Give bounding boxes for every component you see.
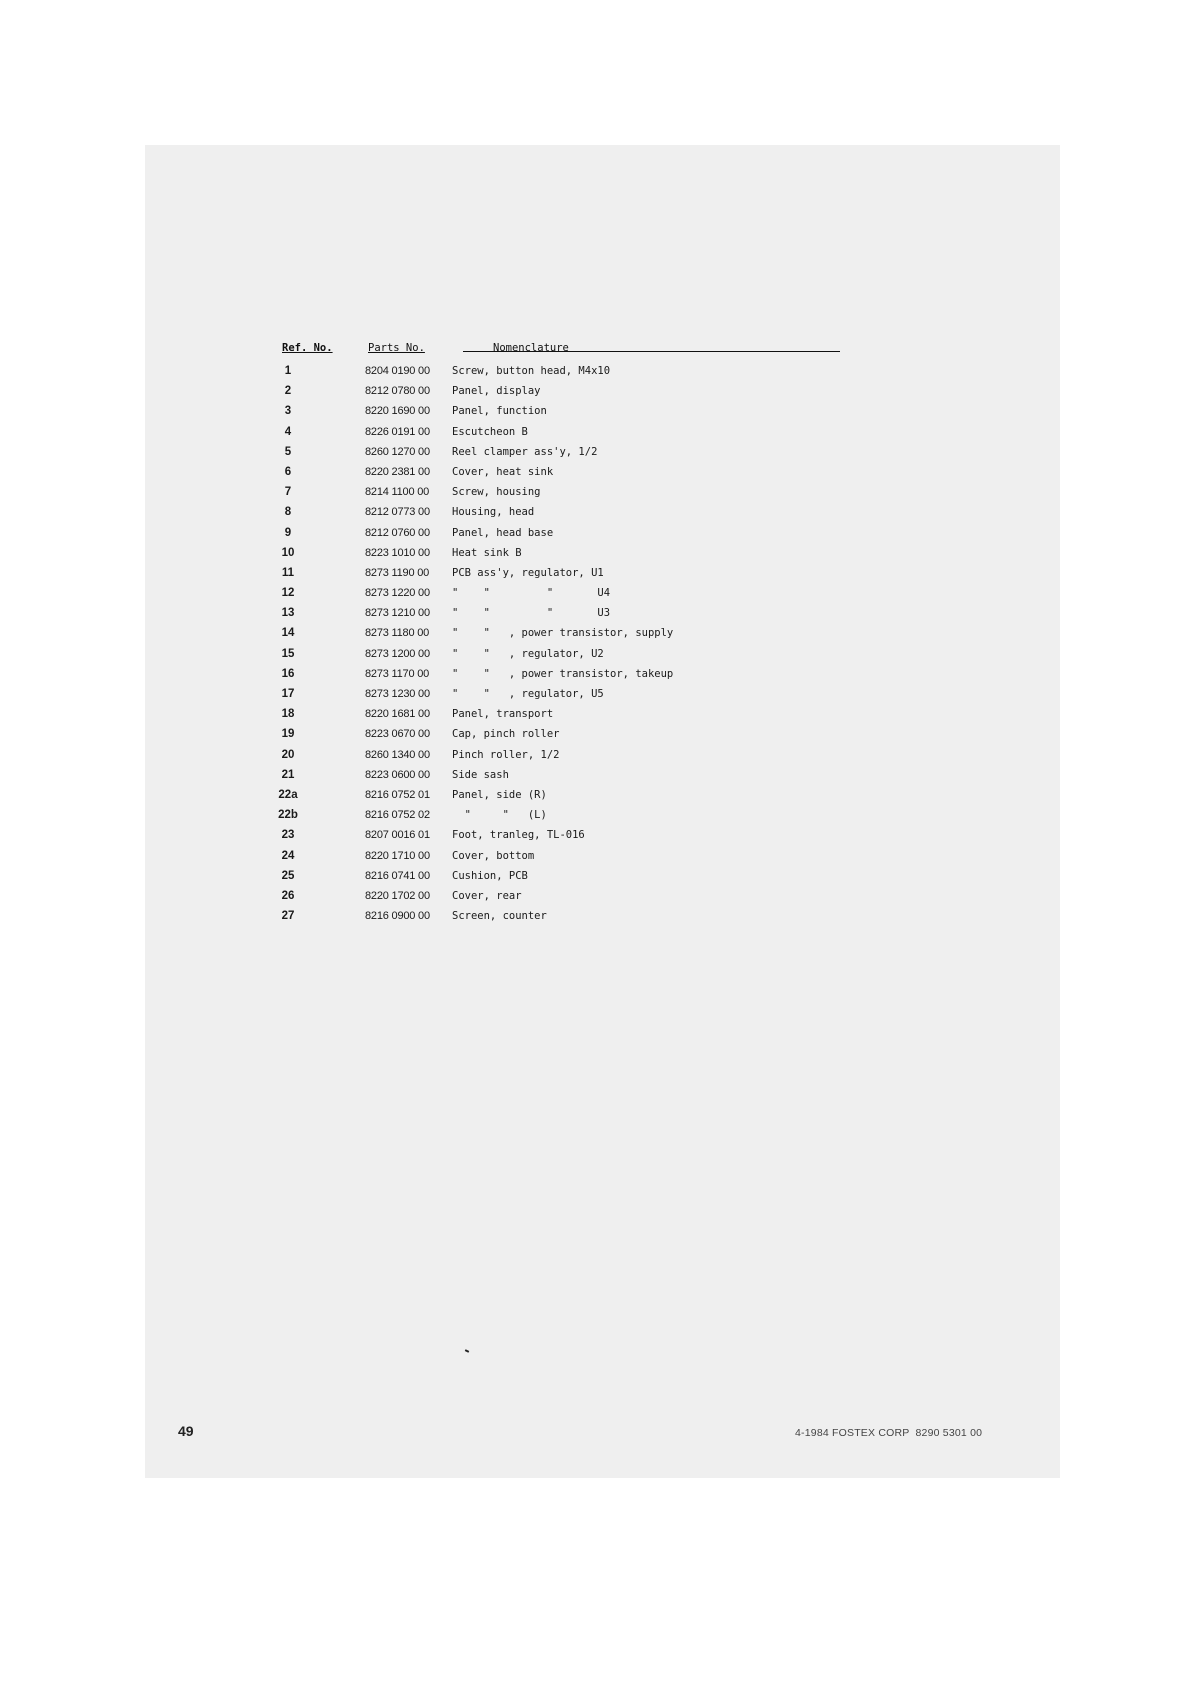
table-row [145, 644, 1060, 664]
nomenclature-cell: " " " U3 [452, 607, 611, 620]
nomenclature-cell: " " , regulator, U5 [452, 688, 604, 700]
ref-cell: 6 [284, 465, 292, 478]
part-no-cell: 8204 0190 00 [365, 365, 430, 377]
ref-cell: 27 [281, 910, 295, 923]
ref-cell: 19 [281, 728, 295, 741]
nomenclature-cell: Panel, side (R) [452, 788, 547, 801]
table-row [145, 745, 1060, 765]
nomenclature-cell: Heat sink B [452, 546, 522, 559]
header-parts-no: Parts No. [368, 342, 425, 354]
nomenclature-cell: Screw, housing [452, 486, 541, 499]
ref-cell: 22a [278, 788, 298, 801]
page-number: 49 [178, 1423, 194, 1439]
ref-cell: 26 [281, 889, 295, 902]
table-row [145, 422, 1060, 442]
parts-table [145, 361, 1060, 926]
part-no-cell: 8226 0191 00 [365, 425, 430, 438]
table-row [145, 482, 1060, 502]
part-no-cell: 8273 1180 00 [365, 627, 430, 640]
part-no-cell: 8216 0900 00 [365, 910, 430, 923]
part-no-cell: 8223 1010 00 [365, 546, 430, 559]
header-rule [463, 351, 840, 352]
ref-cell: 17 [281, 688, 295, 700]
ref-cell: 5 [284, 445, 292, 458]
part-no-cell: 8220 2381 00 [365, 465, 430, 478]
nomenclature-cell: " " (L) [452, 809, 547, 822]
ref-cell: 11 [281, 566, 295, 579]
part-no-cell: 8273 1220 00 [365, 587, 430, 600]
footer-imprint: 4-1984 FOSTEX CORP 8290 5301 00 [795, 1427, 983, 1439]
part-no-cell: 8216 0741 00 [365, 869, 430, 882]
table-row [145, 462, 1060, 482]
nomenclature-cell: Cover, rear [452, 889, 522, 902]
ref-cell: 9 [284, 526, 292, 539]
part-no-cell: 8223 0600 00 [365, 768, 430, 781]
nomenclature-cell: Reel clamper ass'y, 1/2 [452, 445, 598, 458]
nomenclature-cell: Escutcheon B [452, 425, 528, 438]
part-no-cell: 8216 0752 02 [365, 809, 430, 822]
stray-mark [465, 1349, 469, 1353]
nomenclature-cell: Cover, bottom [452, 849, 535, 862]
part-no-cell: 8273 1190 00 [365, 566, 430, 579]
ref-cell: 13 [281, 607, 295, 620]
part-no-cell: 8273 1200 00 [365, 647, 430, 660]
part-no-cell: 8207 0016 01 [365, 829, 430, 842]
header-ref-no: Ref. No. [282, 342, 333, 354]
nomenclature-cell: Pinch roller, 1/2 [452, 748, 560, 761]
nomenclature-cell: Panel, display [452, 385, 541, 398]
nomenclature-cell: Cushion, PCB [452, 869, 528, 882]
part-no-cell: 8212 0760 00 [365, 526, 430, 539]
table-row [145, 866, 1060, 886]
nomenclature-cell: Cover, heat sink [452, 465, 554, 478]
part-no-cell: 8220 1702 00 [365, 889, 430, 902]
document-page [145, 145, 1060, 1478]
nomenclature-cell: Panel, transport [452, 708, 554, 721]
table-row [145, 442, 1060, 462]
part-no-cell: 8273 1210 00 [365, 607, 430, 620]
ref-cell: 22b [278, 809, 298, 822]
table-row [145, 846, 1060, 866]
ref-cell: 20 [281, 748, 295, 761]
nomenclature-cell: Screen, counter [452, 910, 547, 923]
part-no-cell: 8260 1270 00 [365, 445, 430, 458]
part-no-cell: 8212 0773 00 [365, 506, 430, 519]
table-row [145, 603, 1060, 623]
ref-cell: 2 [284, 385, 292, 398]
part-no-cell: 8223 0670 00 [365, 728, 430, 741]
nomenclature-cell: Screw, button head, M4x10 [452, 365, 611, 377]
ref-cell: 10 [281, 546, 295, 559]
table-row [145, 805, 1060, 825]
nomenclature-cell: " " , power transistor, supply [452, 627, 674, 640]
part-no-cell: 8273 1230 00 [365, 688, 430, 700]
part-no-cell: 8220 1681 00 [365, 708, 430, 721]
part-no-cell: 8260 1340 00 [365, 748, 430, 761]
nomenclature-cell: Panel, head base [452, 526, 554, 539]
ref-cell: 25 [281, 869, 295, 882]
table-row [145, 785, 1060, 805]
table-row [145, 543, 1060, 563]
ref-cell: 15 [281, 647, 295, 660]
table-row [145, 886, 1060, 906]
ref-cell: 18 [281, 708, 295, 721]
nomenclature-cell: PCB ass'y, regulator, U1 [452, 566, 604, 579]
nomenclature-cell: " " , regulator, U2 [452, 647, 604, 660]
table-row [145, 563, 1060, 583]
part-no-cell: 8216 0752 01 [365, 788, 430, 801]
part-no-cell: 8273 1170 00 [365, 667, 430, 680]
ref-cell: 1 [284, 365, 292, 377]
ref-cell: 23 [281, 829, 295, 842]
ref-cell: 4 [284, 425, 292, 438]
ref-cell: 3 [284, 405, 292, 418]
table-row [145, 502, 1060, 522]
part-no-cell: 8220 1690 00 [365, 405, 430, 418]
ref-cell: 7 [284, 486, 292, 499]
nomenclature-cell: Foot, tranleg, TL-016 [452, 829, 585, 842]
table-row [145, 523, 1060, 543]
table-row [145, 684, 1060, 704]
table-row [145, 825, 1060, 845]
ref-cell: 14 [281, 627, 295, 640]
ref-cell: 8 [284, 506, 292, 519]
nomenclature-cell: " " , power transistor, takeup [452, 667, 674, 680]
part-no-cell: 8220 1710 00 [365, 849, 430, 862]
nomenclature-cell: Side sash [452, 768, 509, 781]
part-no-cell: 8214 1100 00 [365, 486, 430, 499]
table-row [145, 361, 1060, 381]
ref-cell: 16 [281, 667, 295, 680]
ref-cell: 21 [281, 768, 295, 781]
nomenclature-cell: Cap, pinch roller [452, 728, 560, 741]
table-row [145, 765, 1060, 785]
nomenclature-cell: Housing, head [452, 506, 535, 519]
table-row [145, 664, 1060, 684]
header-nomenclature: Nomenclature [493, 342, 569, 354]
table-row [145, 623, 1060, 643]
ref-cell: 12 [281, 587, 295, 600]
nomenclature-cell: " " " U4 [452, 587, 611, 600]
table-row [145, 704, 1060, 724]
nomenclature-cell: Panel, function [452, 405, 547, 418]
table-row [145, 724, 1060, 744]
table-row [145, 583, 1060, 603]
table-row [145, 401, 1060, 421]
table-row [145, 906, 1060, 926]
ref-cell: 24 [281, 849, 295, 862]
table-row [145, 381, 1060, 401]
part-no-cell: 8212 0780 00 [365, 385, 430, 398]
